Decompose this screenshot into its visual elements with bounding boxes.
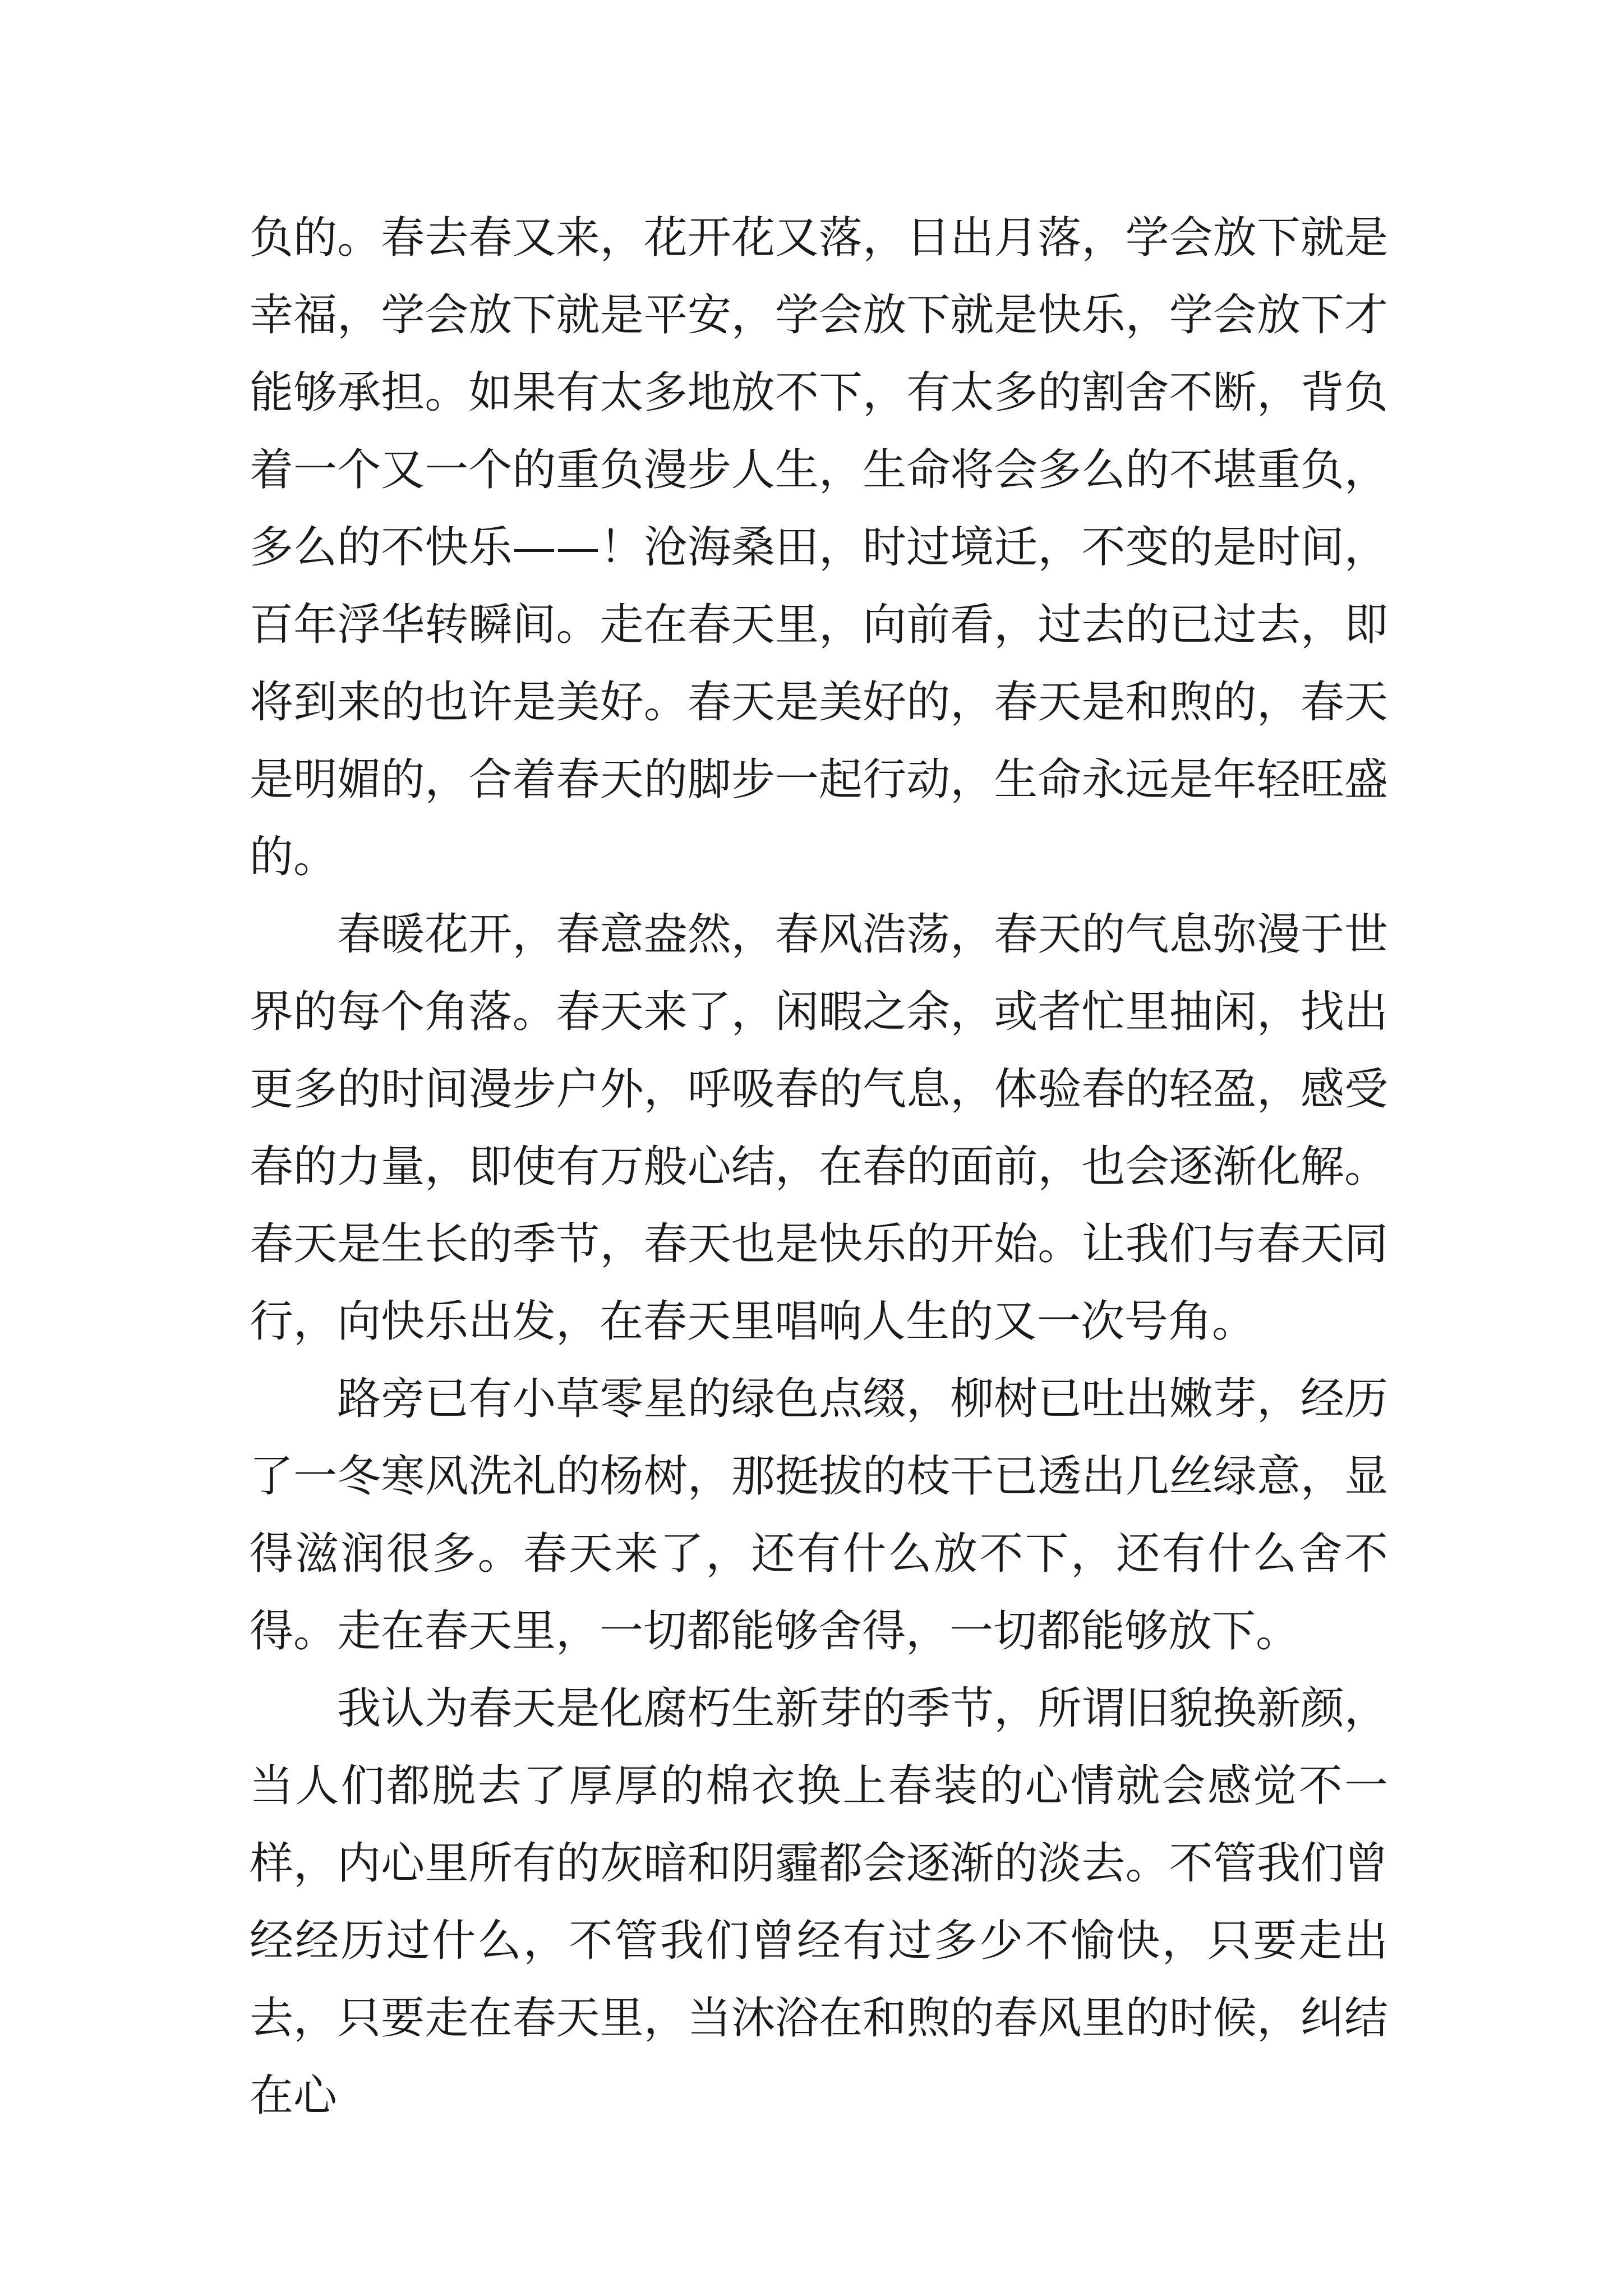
paragraph-1: 负的。春去春又来，花开花又落，日出月落，学会放下就是幸福，学会放下就是平安，学会放下就是快乐，学会放下才能够承担。如果有太多地放不下，有太多的割舍不断，背负着一个又一个的重负漫步人生，生命将会多么的不堪重负，多么的不快乐——！沧海桑田，时过境迁，不变的是时间，百年浮华转瞬间。走在春天里，向前看，过去的已过去，即将到来的也许是美好。春天是美好的，春天是和煦的，春天是明媚的，合着春天的脚步一起行动，生命永远是年轻旺盛的。 xyxy=(250,213,1388,882)
paragraph-2: 春暖花开，春意盎然，春风浩荡，春天的气息弥漫于世界的每个角落。春天来了，闲暇之余，或者忙里抽闲，找出更多的时间漫步户外，呼吸春的气息，体验春的轻盈，感受春的力量，即使有万般心结，在春的面前，也会逐渐化解。春天是生长的季节，春天也是快乐的开始。让我们与春天同行，向快乐出发，在春天里唱响人生的又一次号角。 xyxy=(250,909,1388,1347)
paragraph-3: 路旁已有小草零星的绿色点缀，柳树已吐出嫩芽，经历了一冬寒风洗礼的杨树，那挺拔的枝干已透出几丝绿意，显得滋润很多。春天来了，还有什么放不下，还有什么舍不得。走在春天里，一切都能够舍得，一切都能够放下。 xyxy=(250,1374,1388,1657)
paragraph-4: 我认为春天是化腐朽生新芽的季节，所谓旧貌换新颜，当人们都脱去了厚厚的棉衣换上春装的心情就会感觉不一样，内心里所有的灰暗和阴霾都会逐渐的淡去。不管我们曾经经历过什么，不管我们曾经有过多少不愉快，只要走出去，只要走在春天里，当沐浴在和煦的春风里的时候，纠结在心 xyxy=(250,1683,1388,2121)
body-text xyxy=(250,199,1388,2134)
